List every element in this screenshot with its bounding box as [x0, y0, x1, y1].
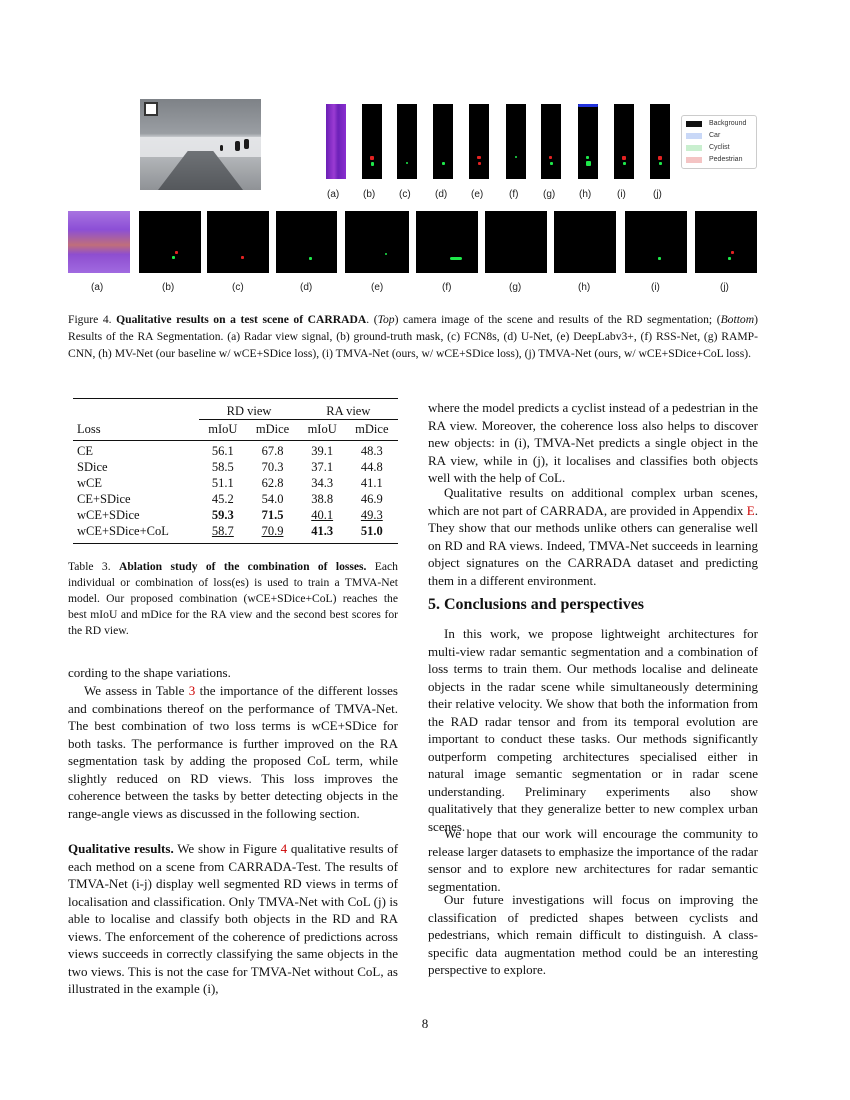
bottom-label-h: (h): [578, 282, 591, 293]
figure-reference-link[interactable]: 4: [280, 841, 288, 856]
bottom-label-j: (j): [720, 282, 729, 293]
table-row: wCE+SDice 59.3 71.5 40.1 49.3: [77, 508, 383, 522]
rd-unet: [433, 104, 453, 179]
top-label-i: (i): [617, 189, 626, 200]
top-label-j: (j): [653, 189, 662, 200]
appendix-reference-link[interactable]: E: [746, 502, 755, 518]
bottom-label-b: (b): [162, 282, 175, 293]
top-label-e: (e): [471, 189, 484, 200]
col-ra-miou: mIoU: [299, 420, 346, 441]
top-label-f: (f): [509, 189, 519, 200]
rd-radar-signal: [326, 104, 346, 179]
camera-image: [140, 99, 261, 190]
col-rd-mdice: mDice: [246, 420, 298, 441]
top-label-a: (a): [327, 189, 340, 200]
table-reference-link[interactable]: 3: [188, 683, 196, 698]
table-caption: Table 3. Ablation study of the combination of losses. Each individual or combination of loss(es) is used to train a TMVA-Net model. Our proposed combination (wCE+SDice+CoL) reaches the best mIoU and mDice for the RA view and the second best scores for the RD view.: [68, 560, 398, 637]
bottom-label-d: (d): [300, 282, 313, 293]
ra-rssnet: [416, 211, 478, 273]
section-heading: 5. Conclusions and perspectives: [428, 596, 645, 613]
bottom-label-a: (a): [91, 282, 104, 293]
bottom-label-c: (c): [232, 282, 244, 293]
ra-rampcnn: [485, 211, 547, 273]
table-row: wCE 51.1 62.8 34.3 41.1: [77, 476, 383, 490]
ra-mvnet: [554, 211, 616, 273]
ra-radar-signal: [68, 211, 130, 273]
bottom-label-i: (i): [651, 282, 660, 293]
ra-unet: [276, 211, 337, 273]
ra-ground-truth: [139, 211, 201, 273]
rd-fcn8s: [397, 104, 417, 179]
rd-rssnet: [506, 104, 526, 179]
rd-rampcnn: [541, 104, 561, 179]
rd-view-header: RD view: [226, 403, 272, 418]
col-ra-mdice: mDice: [346, 420, 398, 441]
bottom-label-f: (f): [442, 282, 452, 293]
top-label-d: (d): [435, 189, 448, 200]
rd-tmvanet: [614, 104, 634, 179]
ablation-table: [73, 398, 398, 544]
page-number: 8: [421, 1016, 429, 1031]
right-paragraph-2: Qualitative results on additional complex urban scenes, which are not part of CARRADA, are provided in Appendix E. They show that our methods unlike others can generalise well on RD and RA views. Indeed, TMVA-Net succeeds in learning object signatures on the CARRADA dataset and predicting them in a different environment.: [428, 485, 758, 588]
table-row: CE+SDice 45.2 54.0 38.8 46.9: [77, 492, 383, 506]
rd-tmvanet-col: [650, 104, 670, 179]
ra-tmvanet-col: [695, 211, 757, 273]
bottom-label-e: (e): [371, 282, 384, 293]
right-paragraph-3: In this work, we propose lightweight architectures for multi-view radar semantic segmentation and a combination of loss terms to train them. Our methods localise and delineate objects in the radar scene while simultaneously determining their relative velocity. We show that both the information from the RAD radar tensor and from its temporal evolution are important to conduct these tasks. Our methods significantly outperform competing architectures specialised either in natural image semantic segmentation or in radar scene understanding. Preliminary experiments also show qualitatively that they generalize better to new complex urban scenes.: [428, 626, 758, 834]
bottom-label-g: (g): [509, 282, 522, 293]
segmentation-legend: Background Car Cyclist Pedestrian: [681, 115, 757, 169]
ra-view-header: RA view: [326, 403, 371, 418]
right-paragraph-1: where the model predicts a cyclist instead of a pedestrian in the RA view. Moreover, the coherence loss also helps to discover new objects: in (i), TMVA-Net predicts a single object in the RA view, while in (j), it localises and classifies both objects well with the help of CoL.: [428, 400, 758, 485]
right-paragraph-4: We hope that our work will encourage the community to release larger datasets to emphasize the importance of the radar sensor and to explore new architectures for radar semantic segmentation.: [428, 826, 758, 894]
rd-mvnet: [578, 104, 598, 179]
top-label-c: (c): [399, 189, 411, 200]
left-paragraph-2: We assess in Table 3 the importance of the different losses and combinations thereof on the performance of TMVA-Net. The best combination of two loss terms is wCE+SDice for both tasks. The performance is further improved on the RA segmentation task by adding the proposed CoL term, while slightly reduced on RD views. This loss improves the coherence between the tasks by better detecting objects in the range-angle views as discussed in the following section.: [68, 683, 398, 821]
col-loss: Loss: [77, 422, 101, 436]
rd-ground-truth: [362, 104, 382, 179]
left-paragraph-3: Qualitative results. We show in Figure 4 qualitative results of each method on a scene from CARRADA-Test. The results of TMVA-Net (i-j) display well segmented RD views in terms of localisation and classification. Only TMVA-Net with CoL (j) is able to localise and classify both objects in the RD and RA views. The enforcement of the coherence of predictions across views succeeds in correctly classifying the same objects in the two views. This is not the case for TMVA-Net without CoL, as illustrated in the example (i),: [68, 841, 399, 996]
ra-fcn8s: [207, 211, 269, 273]
left-paragraph-1: cording to the shape variations.: [68, 665, 231, 680]
rd-deeplabv3: [469, 104, 489, 179]
ra-deeplabv3: [345, 211, 409, 273]
figure-caption: Figure 4. Qualitative results on a test scene of CARRADA. (Top) camera image of the scene and results of the RD segmentation; (Bottom) Results of the RA Segmentation. (a) Radar view signal, (b) ground-truth mask, (c) FCN8s, (d) U-Net, (e) DeepLabv3+, (f) RSS-Net, (g) RAMP-CNN, (h) MV-Net (our baseline w/ wCE+SDice loss), (i) TMVA-Net (ours, w/ wCE+SDice loss), (j) TMVA-Net (ours, w/ wCE+SDice+CoL loss).: [68, 313, 758, 360]
top-label-g: (g): [543, 189, 556, 200]
table-row: wCE+SDice+CoL 58.7 70.9 41.3 51.0: [73, 524, 398, 544]
ra-tmvanet: [625, 211, 687, 273]
top-label-h: (h): [579, 189, 592, 200]
top-label-b: (b): [363, 189, 376, 200]
table-row: CE 56.1 67.8 39.1 48.3: [73, 440, 398, 460]
right-paragraph-5: Our future investigations will focus on improving the classification of predicted shapes between cyclists and pedestrians, which remain difficult to distinguish. A class-specific data augmentation method could be an interesting perspective to explore.: [428, 892, 758, 977]
col-rd-miou: mIoU: [199, 420, 246, 441]
table-row: SDice 58.5 70.3 37.1 44.8: [77, 460, 383, 474]
